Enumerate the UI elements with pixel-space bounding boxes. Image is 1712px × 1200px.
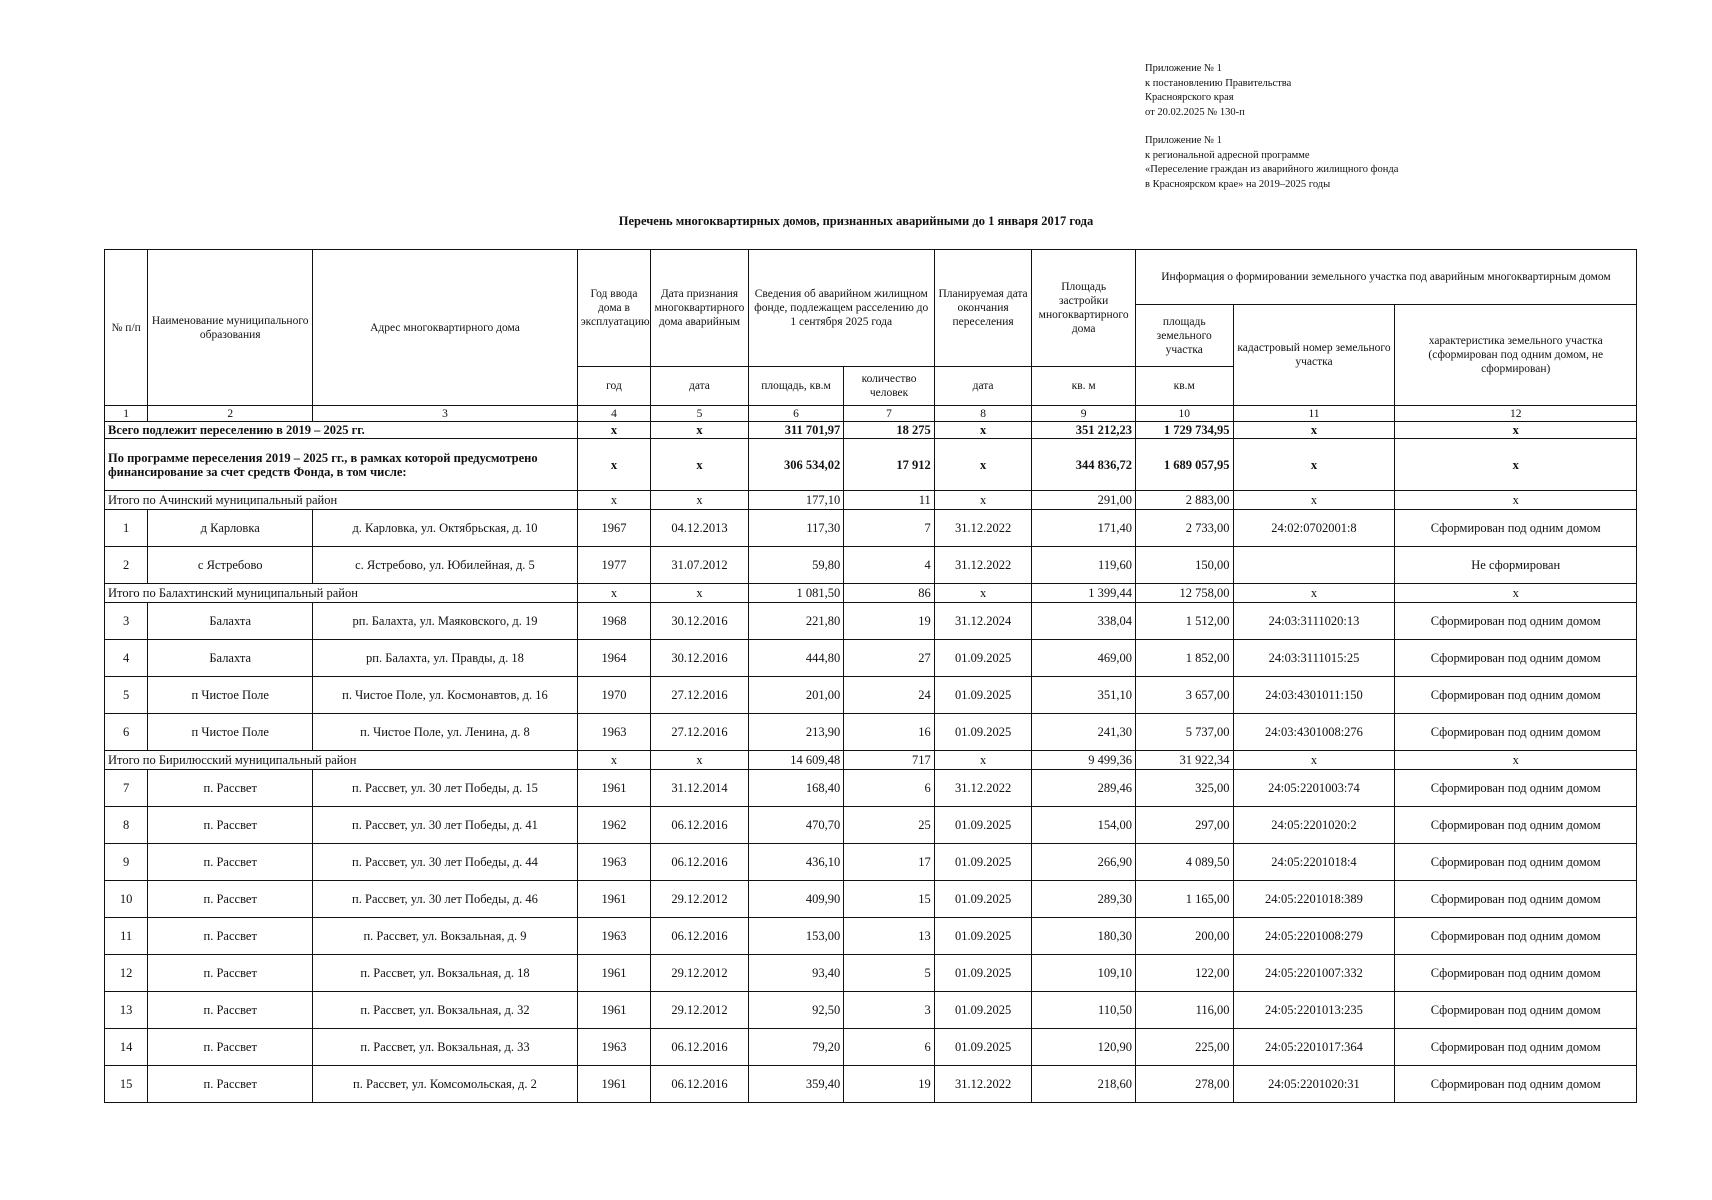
cell-year: 1970 <box>577 677 650 714</box>
column-numbers-row <box>105 406 1637 422</box>
header-built-area: Площадь застройки многоквартирного дома <box>1032 250 1136 367</box>
cell-planned: 01.09.2025 <box>934 955 1032 992</box>
cell-c11: x <box>1233 584 1395 603</box>
cell-year: 1964 <box>577 640 650 677</box>
cell-c5: x <box>651 439 749 491</box>
cell-people: 6 <box>844 1029 935 1066</box>
cell-c6: 14 609,48 <box>748 751 844 770</box>
table-row <box>105 547 1637 584</box>
appendix-line: Красноярского края <box>1145 92 1234 103</box>
cell-area: 359,40 <box>748 1066 844 1103</box>
table-row <box>105 677 1637 714</box>
cell-land: 225,00 <box>1135 1029 1233 1066</box>
cell-year: 1977 <box>577 547 650 584</box>
cell-mun: п. Рассвет <box>148 844 313 881</box>
unit-year: год <box>577 367 650 406</box>
cell-area: 470,70 <box>748 807 844 844</box>
cell-n: 14 <box>105 1029 148 1066</box>
cell-c10: 31 922,34 <box>1135 751 1233 770</box>
cell-people: 24 <box>844 677 935 714</box>
cell-year: 1968 <box>577 603 650 640</box>
cell-cad: 24:03:3111020:13 <box>1233 603 1395 640</box>
cell-built: 241,30 <box>1032 714 1136 751</box>
cell-cad: 24:05:2201008:279 <box>1233 918 1395 955</box>
cell-ch: Не сформирован <box>1395 547 1637 584</box>
cell-year: 1963 <box>577 918 650 955</box>
row-label: Итого по Балахтинский муниципальный район <box>105 584 578 603</box>
cell-ch: Сформирован под одним домом <box>1395 1029 1637 1066</box>
cell-c9: 1 399,44 <box>1032 584 1136 603</box>
subtotal-row <box>105 584 1637 603</box>
cell-land: 3 657,00 <box>1135 677 1233 714</box>
cell-addr: п. Рассвет, ул. 30 лет Победы, д. 41 <box>313 807 578 844</box>
cell-date: 29.12.2012 <box>651 881 749 918</box>
table-row <box>105 918 1637 955</box>
unit-sqm2: кв.м <box>1135 367 1233 406</box>
cell-area: 117,30 <box>748 510 844 547</box>
unit-date2: дата <box>934 367 1032 406</box>
cell-land: 5 737,00 <box>1135 714 1233 751</box>
cell-date: 06.12.2016 <box>651 1029 749 1066</box>
cell-people: 15 <box>844 881 935 918</box>
subtotal-row <box>105 751 1637 770</box>
cell-year: 1961 <box>577 881 650 918</box>
cell-addr: п. Рассвет, ул. Вокзальная, д. 32 <box>313 992 578 1029</box>
cell-cad: 24:02:0702001:8 <box>1233 510 1395 547</box>
cell-planned: 31.12.2022 <box>934 1066 1032 1103</box>
cell-ch: Сформирован под одним домом <box>1395 807 1637 844</box>
cell-addr: п. Рассвет, ул. Вокзальная, д. 9 <box>313 918 578 955</box>
cell-c7: 86 <box>844 584 935 603</box>
cell-mun: Балахта <box>148 640 313 677</box>
cell-date: 06.12.2016 <box>651 918 749 955</box>
cell-people: 19 <box>844 603 935 640</box>
cell-n: 7 <box>105 770 148 807</box>
cell-c12: x <box>1395 584 1637 603</box>
cell-year: 1963 <box>577 844 650 881</box>
cell-c8: x <box>934 439 1032 491</box>
table-row <box>105 807 1637 844</box>
cell-c5: x <box>651 422 749 439</box>
cell-c8: x <box>934 491 1032 510</box>
table-row <box>105 770 1637 807</box>
cell-c5: x <box>651 491 749 510</box>
cell-n: 12 <box>105 955 148 992</box>
appendix-block-program <box>1145 134 1665 192</box>
cell-built: 120,90 <box>1032 1029 1136 1066</box>
cell-area: 444,80 <box>748 640 844 677</box>
cell-planned: 01.09.2025 <box>934 677 1032 714</box>
table-body <box>105 422 1637 1103</box>
cell-mun: п. Рассвет <box>148 992 313 1029</box>
cell-area: 409,90 <box>748 881 844 918</box>
cell-area: 201,00 <box>748 677 844 714</box>
cell-land: 278,00 <box>1135 1066 1233 1103</box>
cell-mun: п. Рассвет <box>148 770 313 807</box>
cell-ch: Сформирован под одним домом <box>1395 714 1637 751</box>
table-row <box>105 640 1637 677</box>
cell-mun: п. Рассвет <box>148 1066 313 1103</box>
row-label: Всего подлежит переселению в 2019 – 2025 гг. <box>105 422 578 439</box>
cell-land: 116,00 <box>1135 992 1233 1029</box>
cell-ch: Сформирован под одним домом <box>1395 918 1637 955</box>
cell-built: 289,46 <box>1032 770 1136 807</box>
cell-area: 79,20 <box>748 1029 844 1066</box>
col-num: 5 <box>651 406 749 422</box>
cell-n: 6 <box>105 714 148 751</box>
cell-c4: x <box>577 422 650 439</box>
cell-c11: x <box>1233 422 1395 439</box>
cell-land: 1 852,00 <box>1135 640 1233 677</box>
cell-land: 4 089,50 <box>1135 844 1233 881</box>
row-label: По программе переселения 2019 – 2025 гг., в рамках которой предусмотрено финансирование за счет средств Фонда, в том числе: <box>105 439 578 491</box>
cell-people: 17 <box>844 844 935 881</box>
cell-addr: п. Рассвет, ул. 30 лет Победы, д. 46 <box>313 881 578 918</box>
cell-n: 1 <box>105 510 148 547</box>
cell-mun: п. Рассвет <box>148 955 313 992</box>
cell-area: 92,50 <box>748 992 844 1029</box>
cell-people: 6 <box>844 770 935 807</box>
unit-area: площадь, кв.м <box>748 367 844 406</box>
col-num: 8 <box>934 406 1032 422</box>
header-cadastral: кадастровый номер земельного участка <box>1233 305 1395 406</box>
col-num: 4 <box>577 406 650 422</box>
col-num: 2 <box>148 406 313 422</box>
cell-c7: 11 <box>844 491 935 510</box>
table-row <box>105 844 1637 881</box>
cell-cad: 24:05:2201013:235 <box>1233 992 1395 1029</box>
cell-c12: x <box>1395 491 1637 510</box>
cell-built: 119,60 <box>1032 547 1136 584</box>
cell-c6: 177,10 <box>748 491 844 510</box>
cell-built: 171,40 <box>1032 510 1136 547</box>
cell-c10: 2 883,00 <box>1135 491 1233 510</box>
cell-year: 1961 <box>577 1066 650 1103</box>
cell-date: 30.12.2016 <box>651 603 749 640</box>
cell-built: 180,30 <box>1032 918 1136 955</box>
header-recognized: Дата признания многоквартирного дома аварийным <box>651 250 749 367</box>
appendix-line: в Красноярском крае» на 2019–2025 годы <box>1145 178 1331 190</box>
cell-year: 1961 <box>577 992 650 1029</box>
cell-planned: 01.09.2025 <box>934 714 1032 751</box>
cell-cad: 24:03:4301008:276 <box>1233 714 1395 751</box>
col-num: 1 <box>105 406 148 422</box>
cell-c5: x <box>651 584 749 603</box>
cell-c10: 12 758,00 <box>1135 584 1233 603</box>
cell-n: 3 <box>105 603 148 640</box>
cell-area: 221,80 <box>748 603 844 640</box>
cell-c11: x <box>1233 439 1395 491</box>
cell-year: 1963 <box>577 1029 650 1066</box>
cell-date: 29.12.2012 <box>651 955 749 992</box>
cell-planned: 31.12.2022 <box>934 770 1032 807</box>
cell-people: 7 <box>844 510 935 547</box>
houses-table <box>104 249 1637 1103</box>
cell-ch: Сформирован под одним домом <box>1395 955 1637 992</box>
cell-cad: 24:05:2201020:31 <box>1233 1066 1395 1103</box>
cell-c8: x <box>934 422 1032 439</box>
cell-land: 1 165,00 <box>1135 881 1233 918</box>
cell-n: 15 <box>105 1066 148 1103</box>
cell-ch: Сформирован под одним домом <box>1395 510 1637 547</box>
table-row <box>105 1066 1637 1103</box>
document-title: Перечень многоквартирных домов, признанных аварийными до 1 января 2017 года <box>618 214 1094 228</box>
cell-built: 109,10 <box>1032 955 1136 992</box>
cell-c7: 717 <box>844 751 935 770</box>
cell-people: 4 <box>844 547 935 584</box>
cell-ch: Сформирован под одним домом <box>1395 640 1637 677</box>
cell-built: 218,60 <box>1032 1066 1136 1103</box>
cell-planned: 01.09.2025 <box>934 881 1032 918</box>
appendix-line: от 20.02.2025 № 130-п <box>1145 106 1245 118</box>
cell-addr: рп. Балахта, ул. Правды, д. 18 <box>313 640 578 677</box>
cell-c6: 1 081,50 <box>748 584 844 603</box>
col-num: 3 <box>313 406 578 422</box>
cell-land: 325,00 <box>1135 770 1233 807</box>
cell-planned: 31.12.2022 <box>934 547 1032 584</box>
cell-mun: д Карловка <box>148 510 313 547</box>
cell-built: 289,30 <box>1032 881 1136 918</box>
total-row <box>105 422 1637 439</box>
cell-date: 27.12.2016 <box>651 677 749 714</box>
cell-c12: x <box>1395 439 1637 491</box>
cell-ch: Сформирован под одним домом <box>1395 992 1637 1029</box>
unit-date: дата <box>651 367 749 406</box>
cell-area: 93,40 <box>748 955 844 992</box>
cell-addr: п. Чистое Поле, ул. Космонавтов, д. 16 <box>313 677 578 714</box>
cell-addr: с. Ястребово, ул. Юбилейная, д. 5 <box>313 547 578 584</box>
cell-mun: п. Рассвет <box>148 881 313 918</box>
cell-c6: 306 534,02 <box>748 439 844 491</box>
cell-c4: x <box>577 439 650 491</box>
cell-cad: 24:03:3111015:25 <box>1233 640 1395 677</box>
cell-year: 1961 <box>577 770 650 807</box>
subtotal-row <box>105 491 1637 510</box>
unit-sqm: кв. м <box>1032 367 1136 406</box>
cell-addr: п. Рассвет, ул. 30 лет Победы, д. 15 <box>313 770 578 807</box>
header-municipality: Наименование муниципального образования <box>148 250 313 406</box>
cell-area: 213,90 <box>748 714 844 751</box>
cell-addr: п. Чистое Поле, ул. Ленина, д. 8 <box>313 714 578 751</box>
table-row <box>105 714 1637 751</box>
cell-n: 13 <box>105 992 148 1029</box>
cell-year: 1963 <box>577 714 650 751</box>
table-row <box>105 992 1637 1029</box>
col-num: 7 <box>844 406 935 422</box>
cell-ch: Сформирован под одним домом <box>1395 1066 1637 1103</box>
cell-c9: 9 499,36 <box>1032 751 1136 770</box>
header-address: Адрес многоквартирного дома <box>313 250 578 406</box>
table-header <box>105 250 1637 422</box>
cell-planned: 01.09.2025 <box>934 992 1032 1029</box>
appendix-line: «Переселение граждан из аварийного жилищного фонда <box>1145 164 1399 175</box>
cell-ch: Сформирован под одним домом <box>1395 677 1637 714</box>
header-fund-info: Сведения об аварийном жилищном фонде, подлежащем расселению до 1 сентября 2025 года <box>748 250 934 367</box>
cell-planned: 01.09.2025 <box>934 844 1032 881</box>
cell-c4: x <box>577 491 650 510</box>
cell-mun: п Чистое Поле <box>148 714 313 751</box>
cell-addr: п. Рассвет, ул. Комсомольская, д. 2 <box>313 1066 578 1103</box>
cell-mun: п Чистое Поле <box>148 677 313 714</box>
cell-mun: п. Рассвет <box>148 807 313 844</box>
cell-mun: п. Рассвет <box>148 1029 313 1066</box>
cell-mun: с Ястребово <box>148 547 313 584</box>
cell-date: 29.12.2012 <box>651 992 749 1029</box>
cell-addr: рп. Балахта, ул. Маяковского, д. 19 <box>313 603 578 640</box>
cell-ch: Сформирован под одним домом <box>1395 844 1637 881</box>
cell-cad: 24:05:2201003:74 <box>1233 770 1395 807</box>
cell-people: 25 <box>844 807 935 844</box>
appendix-note <box>1145 62 1665 192</box>
cell-people: 19 <box>844 1066 935 1103</box>
cell-people: 27 <box>844 640 935 677</box>
cell-land: 2 733,00 <box>1135 510 1233 547</box>
cell-planned: 01.09.2025 <box>934 640 1032 677</box>
cell-planned: 31.12.2022 <box>934 510 1032 547</box>
table-row <box>105 1029 1637 1066</box>
cell-c9: 291,00 <box>1032 491 1136 510</box>
cell-people: 16 <box>844 714 935 751</box>
col-num: 6 <box>748 406 844 422</box>
cell-planned: 31.12.2024 <box>934 603 1032 640</box>
cell-planned: 01.09.2025 <box>934 1029 1032 1066</box>
cell-addr: п. Рассвет, ул. 30 лет Победы, д. 44 <box>313 844 578 881</box>
cell-built: 154,00 <box>1032 807 1136 844</box>
cell-addr: д. Карловка, ул. Октябрьская, д. 10 <box>313 510 578 547</box>
cell-date: 31.12.2014 <box>651 770 749 807</box>
cell-c10: 1 729 734,95 <box>1135 422 1233 439</box>
table-row <box>105 955 1637 992</box>
cell-date: 06.12.2016 <box>651 844 749 881</box>
cell-c7: 18 275 <box>844 422 935 439</box>
table-row <box>105 510 1637 547</box>
cell-addr: п. Рассвет, ул. Вокзальная, д. 18 <box>313 955 578 992</box>
cell-date: 30.12.2016 <box>651 640 749 677</box>
header-land-char: характеристика земельного участка (сформирован под одним домом, не сформирован) <box>1395 305 1637 406</box>
cell-c8: x <box>934 751 1032 770</box>
appendix-line: к постановлению Правительства <box>1145 77 1292 89</box>
header-planned: Планируемая дата окончания переселения <box>934 250 1032 367</box>
cell-people: 5 <box>844 955 935 992</box>
total-row <box>105 439 1637 491</box>
cell-people: 13 <box>844 918 935 955</box>
header-year: Год ввода дома в эксплуатацию <box>577 250 650 367</box>
cell-mun: п. Рассвет <box>148 918 313 955</box>
cell-cad: 24:05:2201017:364 <box>1233 1029 1395 1066</box>
cell-c8: x <box>934 584 1032 603</box>
cell-date: 04.12.2013 <box>651 510 749 547</box>
cell-year: 1961 <box>577 955 650 992</box>
cell-cad: 24:03:4301011:150 <box>1233 677 1395 714</box>
cell-n: 9 <box>105 844 148 881</box>
cell-year: 1967 <box>577 510 650 547</box>
cell-built: 469,00 <box>1032 640 1136 677</box>
cell-land: 200,00 <box>1135 918 1233 955</box>
cell-cad: 24:05:2201007:332 <box>1233 955 1395 992</box>
header-num: № п/п <box>105 250 148 406</box>
cell-c4: x <box>577 584 650 603</box>
cell-date: 06.12.2016 <box>651 1066 749 1103</box>
cell-n: 8 <box>105 807 148 844</box>
appendix-line: Приложение № 1 <box>1145 63 1222 74</box>
cell-mun: Балахта <box>148 603 313 640</box>
cell-date: 31.07.2012 <box>651 547 749 584</box>
cell-area: 59,80 <box>748 547 844 584</box>
cell-c11: x <box>1233 751 1395 770</box>
cell-n: 11 <box>105 918 148 955</box>
cell-year: 1962 <box>577 807 650 844</box>
cell-land: 297,00 <box>1135 807 1233 844</box>
cell-built: 110,50 <box>1032 992 1136 1029</box>
cell-area: 168,40 <box>748 770 844 807</box>
header-land-area: площадь земельного участка <box>1135 305 1233 367</box>
cell-c10: 1 689 057,95 <box>1135 439 1233 491</box>
cell-c4: x <box>577 751 650 770</box>
cell-ch: Сформирован под одним домом <box>1395 770 1637 807</box>
cell-area: 436,10 <box>748 844 844 881</box>
cell-c7: 17 912 <box>844 439 935 491</box>
appendix-line: к региональной адресной программе <box>1145 149 1310 161</box>
cell-c5: x <box>651 751 749 770</box>
cell-cad: 24:05:2201020:2 <box>1233 807 1395 844</box>
cell-land: 122,00 <box>1135 955 1233 992</box>
col-num: 10 <box>1135 406 1233 422</box>
cell-date: 06.12.2016 <box>651 807 749 844</box>
cell-date: 27.12.2016 <box>651 714 749 751</box>
cell-c12: x <box>1395 751 1637 770</box>
cell-area: 153,00 <box>748 918 844 955</box>
appendix-line: Приложение № 1 <box>1145 135 1222 146</box>
cell-planned: 01.09.2025 <box>934 918 1032 955</box>
cell-land: 1 512,00 <box>1135 603 1233 640</box>
cell-built: 351,10 <box>1032 677 1136 714</box>
row-label: Итого по Бирилюсский муниципальный район <box>105 751 578 770</box>
row-label: Итого по Ачинский муниципальный район <box>105 491 578 510</box>
cell-c9: 344 836,72 <box>1032 439 1136 491</box>
cell-cad: 24:05:2201018:389 <box>1233 881 1395 918</box>
cell-cad: 24:05:2201018:4 <box>1233 844 1395 881</box>
cell-c6: 311 701,97 <box>748 422 844 439</box>
cell-addr: п. Рассвет, ул. Вокзальная, д. 33 <box>313 1029 578 1066</box>
cell-ch: Сформирован под одним домом <box>1395 603 1637 640</box>
cell-n: 5 <box>105 677 148 714</box>
col-num: 12 <box>1395 406 1637 422</box>
table-row <box>105 881 1637 918</box>
cell-people: 3 <box>844 992 935 1029</box>
cell-ch: Сформирован под одним домом <box>1395 881 1637 918</box>
appendix-block-decree <box>1145 62 1665 120</box>
cell-c12: x <box>1395 422 1637 439</box>
cell-n: 10 <box>105 881 148 918</box>
cell-n: 2 <box>105 547 148 584</box>
col-num: 11 <box>1233 406 1395 422</box>
cell-cad <box>1233 547 1395 584</box>
cell-c11: x <box>1233 491 1395 510</box>
unit-people: количество человек <box>844 367 935 406</box>
table-row <box>105 603 1637 640</box>
col-num: 9 <box>1032 406 1136 422</box>
header-land-info: Информация о формировании земельного участка под аварийным многоквартирным домом <box>1135 250 1636 305</box>
cell-built: 266,90 <box>1032 844 1136 881</box>
cell-n: 4 <box>105 640 148 677</box>
cell-built: 338,04 <box>1032 603 1136 640</box>
cell-planned: 01.09.2025 <box>934 807 1032 844</box>
cell-land: 150,00 <box>1135 547 1233 584</box>
cell-c9: 351 212,23 <box>1032 422 1136 439</box>
